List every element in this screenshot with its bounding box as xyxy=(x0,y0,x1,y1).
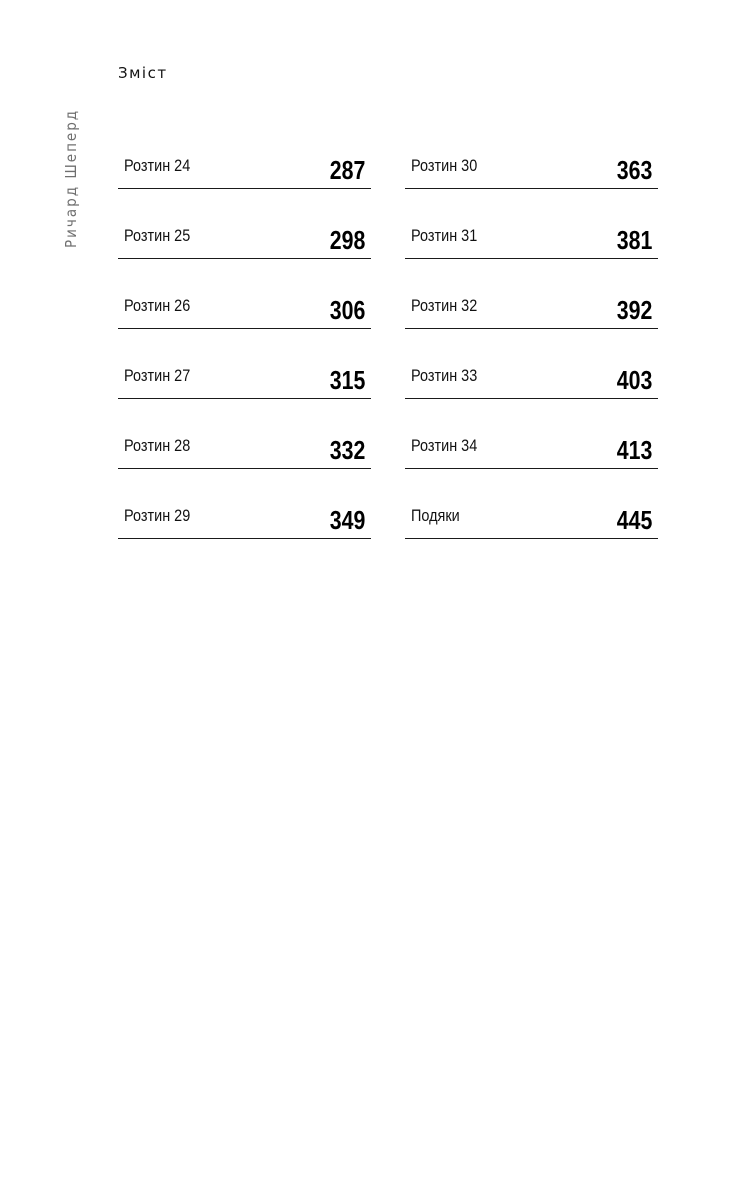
toc-entry-page: 315 xyxy=(329,365,365,395)
toc-entry-label: Розтин 29 xyxy=(124,506,191,525)
toc-entry-page: 392 xyxy=(616,295,652,325)
toc-column-left xyxy=(118,150,371,570)
toc-entry xyxy=(405,150,658,189)
toc-entry-label: Розтин 31 xyxy=(411,226,478,245)
author-name: Ричард Шеперд xyxy=(62,108,80,248)
toc-entry xyxy=(118,290,371,329)
toc-entry-page: 413 xyxy=(616,435,652,465)
toc-entry xyxy=(118,150,371,189)
toc-entry xyxy=(405,430,658,469)
toc-entry-label: Розтин 27 xyxy=(124,366,191,385)
toc-entry xyxy=(405,220,658,259)
toc-entry-label: Розтин 25 xyxy=(124,226,191,245)
toc-entry xyxy=(118,220,371,259)
toc-entry xyxy=(118,430,371,469)
toc-entry-page: 403 xyxy=(616,365,652,395)
toc-entry-page: 445 xyxy=(616,505,652,535)
toc-entry xyxy=(405,290,658,329)
toc-entry-label: Розтин 30 xyxy=(411,156,478,175)
toc-entry xyxy=(405,360,658,399)
page-title: Зміст xyxy=(118,64,168,82)
toc-entry-page: 363 xyxy=(616,155,652,185)
toc-entry-label: Розтин 28 xyxy=(124,436,191,455)
toc-entry-page: 381 xyxy=(616,225,652,255)
toc-entry-label: Розтин 26 xyxy=(124,296,191,315)
toc-entry-label: Розтин 34 xyxy=(411,436,478,455)
toc-entry-label: Розтин 24 xyxy=(124,156,191,175)
toc-entry-page: 287 xyxy=(329,155,365,185)
toc-entry-label: Розтин 32 xyxy=(411,296,478,315)
toc-entry-page: 332 xyxy=(329,435,365,465)
toc-entry-page: 298 xyxy=(329,225,365,255)
toc-entry-page: 349 xyxy=(329,505,365,535)
toc-column-right xyxy=(405,150,658,570)
toc-entry-page: 306 xyxy=(329,295,365,325)
toc-entry-label: Подяки xyxy=(411,506,460,525)
toc-entry xyxy=(405,500,658,539)
toc-entry xyxy=(118,500,371,539)
toc-entry-label: Розтин 33 xyxy=(411,366,478,385)
toc-entry xyxy=(118,360,371,399)
